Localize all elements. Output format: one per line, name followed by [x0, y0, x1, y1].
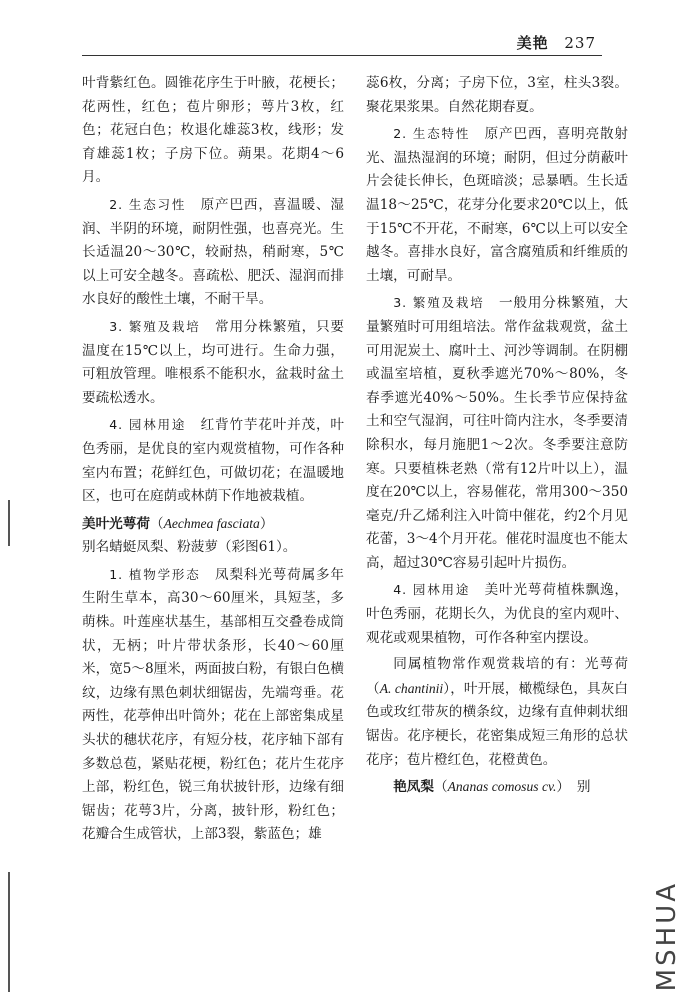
right-column	[366, 72, 628, 803]
paragraph-text: 红背竹芋花叶并茂，叶色秀丽，是优良的室内观赏植物，可作各种室内布置；花鲜红色，可做切花；在温暖地区，也可在庭荫或林荫下作地被栽植。	[82, 417, 345, 505]
paragraph: 蕊6枚，分离；子房下位，3室，柱头3裂。聚花果浆果。自然花期春夏。	[366, 75, 628, 115]
watermark: MSHUA	[652, 880, 682, 991]
running-head	[0, 32, 596, 53]
entry-heading: 艳凤梨（Ananas comosus cv.） 别	[393, 779, 591, 796]
paragraph	[366, 291, 628, 575]
latin-name: Ananas comosus cv.	[447, 779, 557, 795]
paragraph	[82, 413, 344, 508]
paragraph	[82, 193, 344, 312]
paragraph	[366, 653, 628, 772]
paragraph-text: ），叶开展，橄榄绿色，具灰白色或玫红带灰的横条纹，边缘有直伸刺状细锯齿。花序梗长，花密集成短三角形的总状花序；苞片橙红色，花橙黄色。	[366, 680, 629, 768]
paragraph-text: 同属植物常作观赏栽培的有：光萼荷（	[366, 656, 628, 697]
paragraph	[366, 578, 628, 650]
section-heading: 3. 繁殖及栽培	[109, 318, 201, 334]
latin-name: A. chantinii	[379, 680, 444, 696]
section-heading: 2. 生态习性	[109, 196, 187, 212]
paragraph: 叶背紫红色。圆锥花序生于叶腋，花梗长；花两性，红色；苞片卵形；萼片3枚，红色；花冠白色；枚退化雄蕊3枚，线形；发育雄蕊1枚；子房下位。蒴果。花期4～6月。	[82, 75, 344, 186]
paragraph-text: 原产巴西，喜温暖、湿润、半阴的环境，耐阴性强，也喜亮光。生长适温20～30℃，较耐热，稍耐寒，5℃以上可安全越冬。喜疏松、肥沃、湿润而排水良好的酸性土壤，不耐干旱。	[82, 196, 345, 308]
section-heading: 4. 园林用途	[393, 582, 471, 598]
paragraph	[366, 122, 628, 288]
paragraph-text: 美叶光萼荷植株飘逸，叶色秀丽，花期长久，为优良的室内观叶、观花或观果植物，可作各种室内摆设。	[366, 582, 629, 646]
latin-name: Aechmea fasciata	[163, 515, 260, 531]
running-head-title: 美艳	[516, 34, 549, 52]
paragraph-text: 常用分株繁殖，只要温度在15℃以上，均可进行。生命力强，可粗放管理。唯根系不能积水，盆栽时盆土要疏松透水。	[82, 318, 345, 406]
scan-artifact-mark	[8, 500, 10, 546]
section-heading: 3. 繁殖及栽培	[393, 295, 485, 311]
section-heading: 2. 生态特性	[393, 126, 471, 142]
section-heading: 4. 园林用途	[109, 417, 187, 433]
paragraph-text: 一般用分株繁殖，大量繁殖时可用组培法。常作盆栽观赏，盆土可用泥炭土、腐叶土、河沙等调制。在阴棚或温室培植，夏秋季遮光70%～80%，冬春季遮光40%～50%。生长季节应保持盆土和空气湿润，可往叶筒内注水，冬季要清除积水，每月施肥1～2次。冬季要注意防寒。只要植株老熟（常有12片叶以上），温度在20℃以上，容易催花，常用300～350毫克/升乙烯利注入叶筒中催花，约2个月见花蕾，3～4个月开花。催花时温度也不能太高，超过30℃容易引起叶片损伤。	[366, 295, 629, 571]
entry-title: 艳凤梨	[393, 779, 434, 796]
entry-heading: 美叶光萼荷（Aechmea fasciata） 别名蜻蜓凤梨、粉菠萝（彩图61）。	[82, 515, 297, 556]
paragraph-text: 原产巴西，喜明亮散射光、温热湿润的环境；耐阴，但过分荫蔽叶片会徒长伸长，色斑暗淡；忌暴晒。生长适温18～25℃，花芽分化要求20℃以上，低于15℃不开花，不耐寒，6℃以上可以安全越冬。喜排水良好，富含腐殖质和纤维质的土壤，可耐旱。	[366, 126, 629, 284]
entry-title: 美叶光萼荷	[82, 515, 150, 532]
left-column	[82, 72, 344, 850]
section-heading: 1. 植物学形态	[109, 566, 201, 582]
header-rule	[82, 55, 602, 56]
paragraph-text: 凤梨科光萼荷属多年生附生草本，高30～60厘米，具短茎，多萌株。叶莲座状基生，基部相互交叠卷成筒状，无柄；叶片带状条形，长40～60厘米，宽5～8厘米，两面披白粉，有银白色横纹，边缘有黑色刺状细锯齿，先端弯垂。花两性，花葶伸出叶筒外；花在上部密集成星头状的穗状花序，有短分枝，花序轴下部有多数总苞，紧贴花梗，粉红色；花片生花序上部，粉红色，锐三角状披针形，边缘有细锯齿；花萼3片，分离，披针形，粉红色；花瓣合生成管状，上部3裂，紫蓝色；雄	[82, 566, 345, 843]
paragraph	[82, 563, 344, 847]
entry-tail: 别	[576, 779, 591, 796]
entry-alias: 别名蜻蜓凤梨、粉菠萝（彩图61）。	[82, 539, 297, 556]
paragraph	[82, 315, 344, 410]
page-number: 237	[564, 34, 596, 52]
scan-artifact-mark	[8, 872, 10, 992]
